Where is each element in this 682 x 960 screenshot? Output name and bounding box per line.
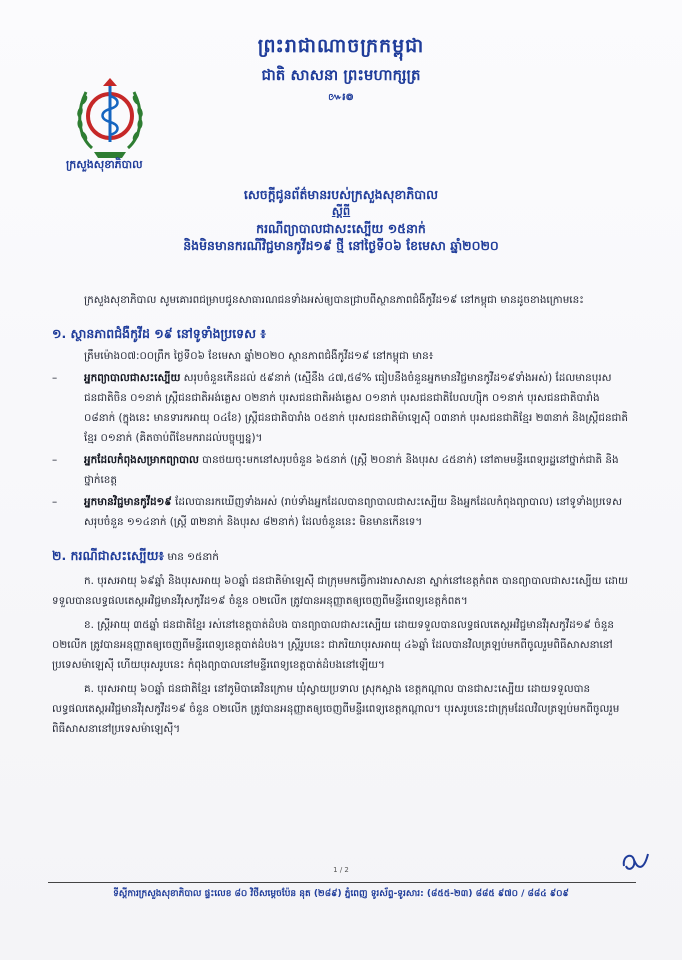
bullet-bold-label: អ្នកព្យាបាលជាសះស្បើយ [84, 372, 181, 384]
section-1-lead: ត្រឹមម៉ោង០៧:០០ព្រឹក ថ្ងៃទី០៦ ខែមេសា ឆ្នាំ២០២០ ស្ថានភាពជំងឺកូវីដ១៩ នៅកម្ពុជា មាន៖ [84, 350, 434, 362]
bullet-text: សរុបចំនួនកើនដល់ ៥៩នាក់ (ស្មើនឹង ៤៧,៥៨% ធៀបនឹងចំនួនអ្នកមានវិជ្ជមានកូវីដ១៩ទាំងអស់) ដែលមានបុរសជនជាតិចិន ០១នាក់ ស្ត្រីជនជាតិអង់គ្លេស ០២នាក់ បុរសជនជាតិអង់គ្លេស ០១នាក់ បុរសជនជាតិបែលហ្ស៊ិក ០១នាក់ បុរសជនជាតិបារាំង ០៨នាក់ (ក្នុងនេះ មានទារកអាយុ ០៤ខែ) ស្ត្រីជនជាតិបារាំង ០៥នាក់ បុរសជនជាតិម៉ាឡេស៊ី ០៣នាក់ បុរសជនជាតិខ្មែរ ២៣នាក់ និងស្ត្រីជនជាតិខ្មែរ ០១នាក់ (គិតចាប់ពីខែមករាដល់បច្ចុប្បន្ន)។ [84, 372, 629, 444]
footer-divider [48, 882, 636, 883]
bullet-bold-label: អ្នកមានវិជ្ជមានកូវីដ១៩ [84, 496, 172, 508]
title-line-2: ស្តីពី [331, 204, 351, 218]
title-line-3: ករណីព្យាបាលជាសះស្បើយ ១៥នាក់ [256, 221, 426, 236]
list-item [52, 450, 632, 490]
list-item [52, 368, 632, 448]
footer-address: ទីស្តីការក្រសួងសុខាភិបាល ផ្ទះលេខ ៨០ វិថីសម្តេចប៉ែន នុត (២៨៩) ភ្នំពេញ ទូរស័ព្ទ-ទូរសារ: (៨៥៥-២៣) ៨៨៥ ៩៧០ / ៨៨៤ ៩០៩ [113, 889, 569, 899]
title-line-1: សេចក្តីជូនព័ត៌មានរបស់ក្រសួងសុខាភិបាល [243, 187, 439, 202]
dash-bullet-icon: – [52, 454, 58, 466]
bullet-text: ដែលបានរកឃើញទាំងអស់ (រាប់ទាំងអ្នកដែលបានព្យាបាលជាសះស្បើយ និងអ្នកដែលកំពុងព្យាបាល) នៅទូទាំងប្រទេសសរុបចំនួន ១១៤នាក់ (ស្ត្រី ៣២នាក់ និងបុរស ៨២នាក់) ដែលចំនួននេះ មិនមានកើនទេ។ [84, 496, 622, 528]
intro-paragraph: ក្រសួងសុខាភិបាល សូមគោរពជម្រាបជូនសាធារណជនទាំងអស់ឲ្យបានជ្រាបពីស្ថានភាពជំងឺកូវីដ១៩ នៅកម្ពុជា មានដូចខាងក្រោមនេះ [84, 294, 584, 306]
dash-bullet-icon: – [52, 372, 58, 384]
list-item [52, 492, 632, 532]
statement-title [0, 186, 682, 254]
document-body [52, 290, 632, 739]
dash-bullet-icon: – [52, 496, 58, 508]
section-2-heading-label: ២. ករណីជាសះស្បើយ៖ [52, 548, 165, 563]
bullet-text: បានថយចុះមកនៅសរុបចំនួន ៦៥នាក់ (ស្ត្រី ២០នាក់ និងបុរស ៤៥នាក់) នៅតាមមន្ទីរពេទ្យរដ្ឋនៅថ្នាក់ជាតិ និងថ្នាក់ខេត្ត [84, 454, 619, 486]
ornament-divider: ៚៛៙ [328, 92, 354, 103]
ministry-of-health-emblem-icon [70, 66, 150, 162]
section-2-heading [52, 546, 632, 567]
bullet-bold-label: អ្នកដែលកំពុងសម្រាកព្យាបាល [84, 454, 199, 466]
kingdom-title: ព្រះរាជាណាចក្រកម្ពុជា [257, 35, 425, 57]
case-paragraph: ក. បុរសអាយុ ៦៩ឆ្នាំ និងបុរសអាយុ ៦០ឆ្នាំ ជនជាតិម៉ាឡេស៊ី ជាក្រុមមកធ្វើការងារសាសនា ស្នាក់នៅខេត្តកំពត បានព្យាបាលជាសះស្បើយ ដោយទទួលបានលទ្ធផលតេស្តអវិជ្ជមានវីរុសកូវីដ១៩ ចំនួន ០២លើក ត្រូវបានអនុញ្ញាតឲ្យចេញពីមន្ទីរពេទ្យខេត្តកំពត។ [52, 575, 628, 607]
section-2-heading-tail: មាន ១៥នាក់ [164, 551, 219, 563]
national-motto: ជាតិ សាសនា ព្រះមហាក្សត្រ [261, 66, 421, 84]
case-paragraph: ខ. ស្ត្រីអាយុ ៣៥ឆ្នាំ ជនជាតិខ្មែរ រស់នៅខេត្តបាត់ដំបង បានព្យាបាលជាសះស្បើយ ដោយទទួលបានលទ្ធផលតេស្តអវិជ្ជមានវីរុសកូវីដ១៩ ចំនួន ០២លើក ត្រូវបានអនុញ្ញាតឲ្យចេញពីមន្ទីរពេទ្យខេត្តបាត់ដំបង។ ស្ត្រីរូបនេះ ជាភរិយាបុរសអាយុ ៤៦ឆ្នាំ ដែលបានវិលត្រឡប់មកពីចូលរួមពិធីសាសនានៅប្រទេសម៉ាឡេស៊ី ហើយបុរសរូបនេះ កំពុងព្យាបាលនៅមន្ទីរពេទ្យខេត្តបាត់ដំបងនៅឡើយ។ [52, 619, 614, 671]
section-1-heading: ១. ស្ថានភាពជំងឺកូវីដ ១៩ នៅទូទាំងប្រទេស ៖ [52, 326, 266, 341]
title-line-4: និងមិនមានករណីវិជ្ជមានកូវីដ១៩ ថ្មី នៅថ្ងៃទី០៦ ខែមេសា ឆ្នាំ២០២០ [183, 238, 499, 253]
case-paragraph: គ. បុរសអាយុ ៦០ឆ្នាំ ជនជាតិខ្មែរ នៅភូមិបាគេវិនក្រោម ឃុំស្វាយប្រទាល ស្រុកស្អាង ខេត្តកណ្តាល បានជាសះស្បើយ ដោយទទួលបានលទ្ធផលតេស្តអវិជ្ជមានវីរុសកូវីដ១៩ ចំនួន ០២លើក ត្រូវបានអនុញ្ញាតឲ្យចេញពីមន្ទីរពេទ្យខេត្តកណ្តាល។ បុរសរូបនេះជាក្រុមដែលវិលត្រឡប់មកពីចូលរួមពិធីសាសនានៅប្រទេសម៉ាឡេស៊ី។ [52, 683, 620, 735]
page-number: 1 / 2 [333, 866, 349, 874]
ministry-caption: ក្រសួងសុខាភិបាល [66, 158, 143, 171]
